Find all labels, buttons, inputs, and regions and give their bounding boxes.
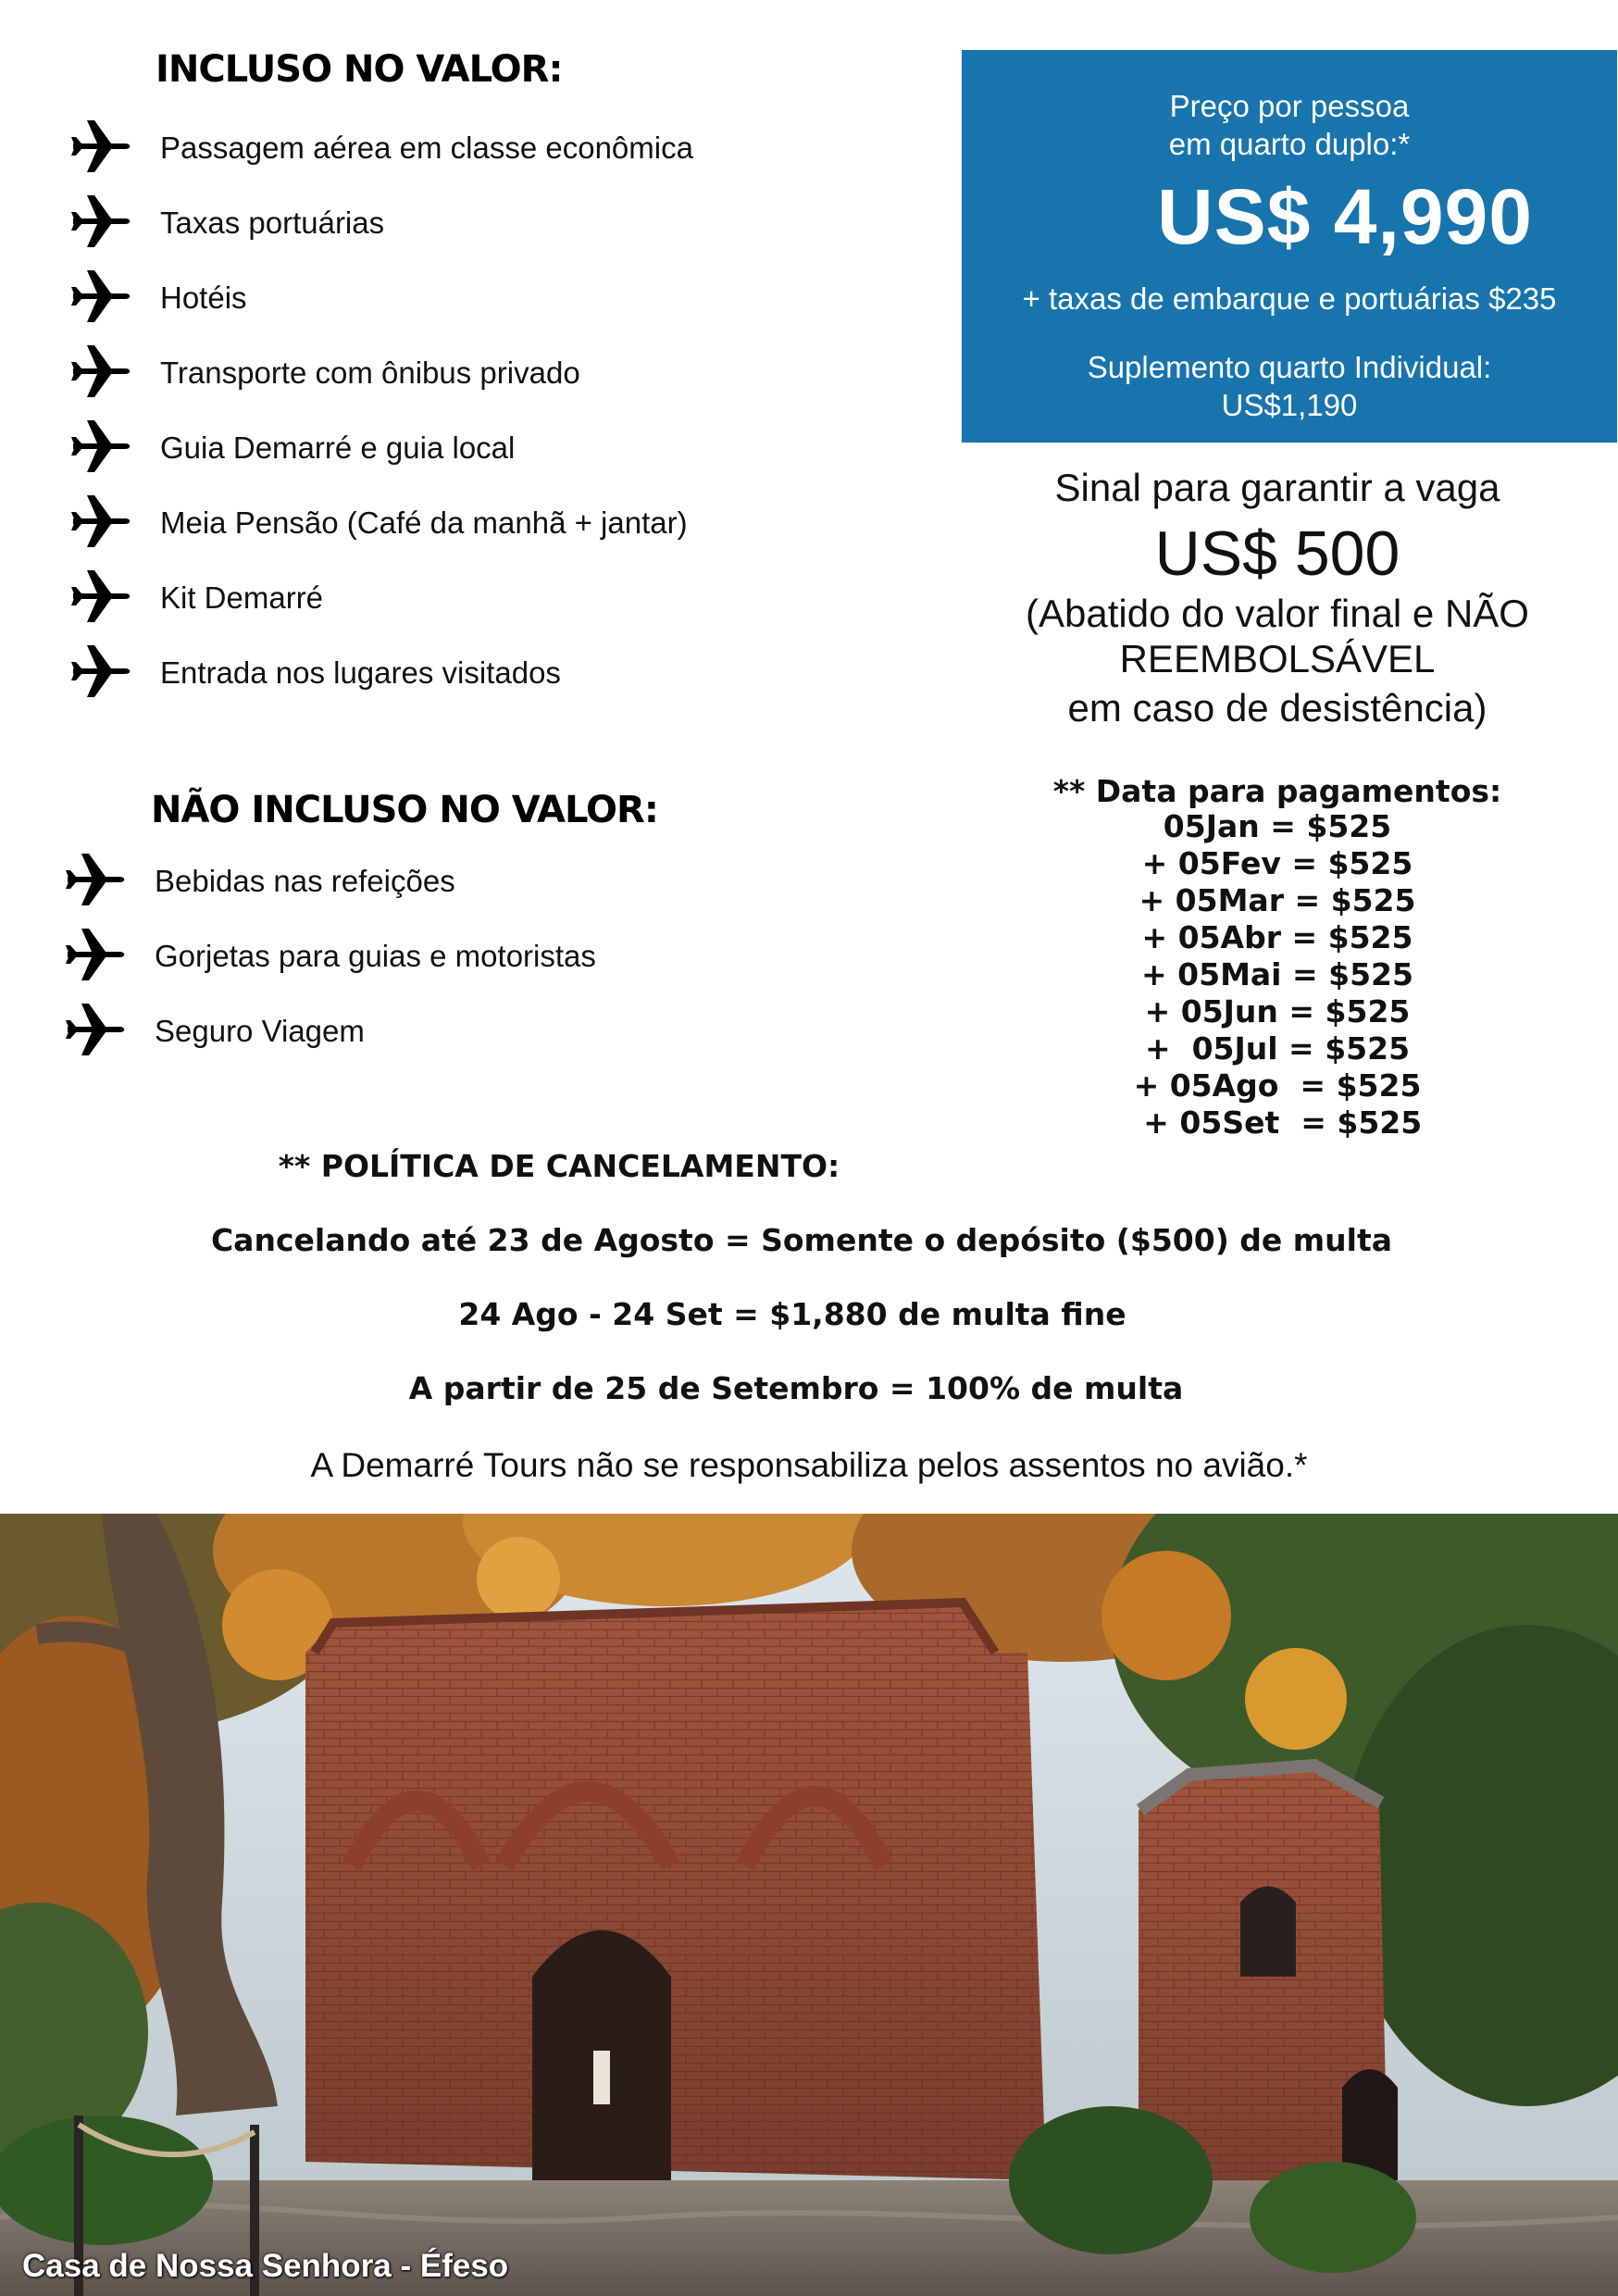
payment-date: + 05Ago = $525: [1133, 1067, 1422, 1104]
disclaimer-text: A Demarré Tours não se responsabiliza pelos assentos no avião.*: [310, 1446, 1308, 1484]
airplane-icon: [64, 850, 129, 914]
airplane-icon: [69, 567, 134, 630]
payment-date: + 05Jun = $525: [1144, 993, 1411, 1029]
payment-date: + 05Fev = $525: [1141, 845, 1413, 881]
included-item: [69, 119, 693, 178]
airplane-icon: [69, 342, 134, 406]
payment-date: + 05Mai = $525: [1141, 956, 1413, 992]
included-item: [69, 268, 247, 328]
not-included-item: [64, 1002, 365, 1061]
price-subtitle-line2: em quarto duplo:*: [1168, 127, 1411, 161]
price-value: US$ 4,990: [1157, 173, 1533, 260]
deposit-title: Sinal para garantir a vaga: [1054, 466, 1500, 509]
not-included-heading: NÃO INCLUSO NO VALOR:: [151, 789, 658, 831]
price-box: [962, 50, 1617, 443]
included-item: [69, 493, 688, 553]
cancellation-rule: Cancelando até 23 de Agosto = Somente o depósito ($500) de multa: [210, 1222, 1393, 1258]
airplane-icon: [69, 492, 134, 555]
payment-date: + 05Set = $525: [1132, 1104, 1423, 1141]
payment-date: + 05Jul = $525: [1144, 1030, 1411, 1067]
airplane-icon: [69, 642, 134, 705]
included-item: [69, 343, 580, 403]
airplane-icon: [69, 267, 134, 331]
deposit-note-line2: REEMBOLSÁVEL: [1119, 637, 1436, 680]
supplement-label: Suplemento quarto Individual:: [1087, 350, 1492, 384]
house-of-virgin-mary-photo: [0, 1514, 1618, 2296]
not-included-item-label: Bebidas nas refeições: [155, 864, 455, 898]
included-heading: INCLUSO NO VALOR:: [156, 48, 563, 91]
included-item-label: Taxas portuárias: [160, 206, 385, 240]
airplane-icon: [64, 925, 129, 989]
airplane-icon: [69, 192, 134, 256]
deposit-amount: US$ 500: [1154, 518, 1400, 589]
not-included-item: [64, 852, 455, 911]
payments-heading: ** Data para pagamentos:: [1052, 773, 1502, 809]
photo-caption: Casa de Nossa Senhora - Éfeso: [22, 2248, 509, 2284]
payment-date: + 05Abr = $525: [1141, 919, 1413, 955]
included-item-label: Passagem aérea em classe econômica: [160, 131, 693, 165]
included-item: [69, 643, 561, 703]
not-included-item-label: Gorjetas para guias e motoristas: [155, 939, 596, 973]
payment-date: 05Jan = $525: [1163, 808, 1392, 844]
airplane-icon: [69, 117, 134, 181]
included-item-label: Transporte com ônibus privado: [160, 356, 580, 390]
airplane-icon: [64, 1000, 129, 1064]
included-item-label: Meia Pensão (Café da manhã + jantar): [160, 505, 688, 540]
cancellation-heading: ** POLÍTICA DE CANCELAMENTO:: [278, 1148, 840, 1184]
not-included-item: [64, 927, 596, 986]
included-item: [69, 418, 515, 478]
cancellation-rule: A partir de 25 de Setembro = 100% de multa: [408, 1370, 1184, 1406]
not-included-item-label: Seguro Viagem: [155, 1014, 365, 1048]
included-item: [69, 568, 323, 628]
deposit-note-line3: em caso de desistência): [1067, 686, 1487, 730]
price-taxes: + taxas de embarque e portuárias $235: [1022, 281, 1557, 316]
included-item-label: Hotéis: [160, 281, 247, 315]
airplane-icon: [69, 417, 134, 480]
deposit-note-line1: (Abatido do valor final e NÃO: [1026, 592, 1529, 635]
price-subtitle-line1: Preço por pessoa: [1169, 89, 1410, 123]
cancellation-rule: 24 Ago - 24 Set = $1,880 de multa fine: [458, 1296, 1126, 1332]
payment-date: + 05Mar = $525: [1139, 882, 1416, 918]
supplement-value: US$1,190: [1221, 388, 1358, 422]
included-item: [69, 193, 384, 253]
included-item-label: Kit Demarré: [160, 580, 324, 615]
included-item-label: Guia Demarré e guia local: [160, 430, 516, 465]
included-item-label: Entrada nos lugares visitados: [160, 655, 561, 690]
photo-illustration: [0, 1514, 1618, 2296]
